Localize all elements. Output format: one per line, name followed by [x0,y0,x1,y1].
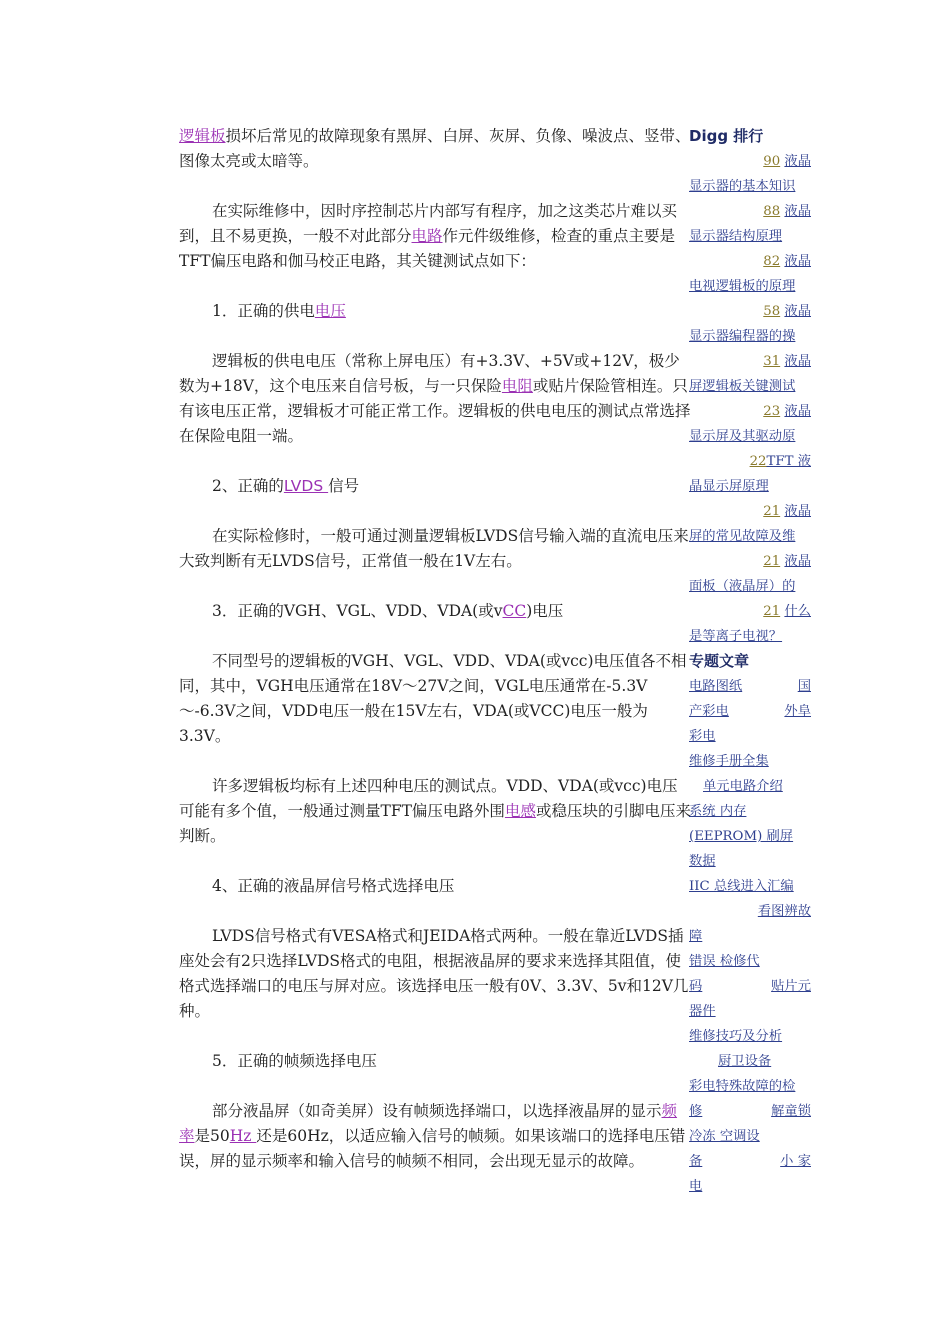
topic-row[interactable]: 看图辨故 [757,904,811,919]
link-lvds[interactable]: LVDS [283,477,329,495]
topic-row[interactable]: 码 贴片元 [689,979,811,994]
digg-item-title[interactable]: 屏的常见故障及维 [689,529,796,544]
digg-item[interactable]: 21 液晶 [763,504,811,519]
paragraph-4: 在实际检修时，一般可通过测量逻辑板LVDS信号输入端的直流电压来大致判断有无LVDS信号，正常值一般在1V左右。 [179,527,689,570]
paragraph-5: 不同型号的逻辑板的VGH、VGL、VDD、VDA(或vcc)电压值各不相同，其中，VGH电压通常在18V～27V之间，VGL电压通常在-5.3V～-6.3V之间，VDD电压一般在15V左右，VDA(或VCC)电压一般为3.3V。 [179,652,687,745]
paragraph-8: 部分液晶屏（如奇美屏）设有帧频选择端口，以选择液晶屏的显示频率是50Hz 还是60Hz，以适应输入信号的帧频。如果该端口的选择电压错误，屏的显示频率和输入信号的帧频不相同，会出现无显示的故障。 [179,1102,686,1170]
topic-row[interactable]: (EEPROM) 刷屏 [689,829,794,844]
topic-row[interactable]: 系统 内存 [689,804,747,819]
topic-row[interactable]: 单元电路介绍 [703,779,783,794]
digg-item-title[interactable]: 显示器编程器的操 [689,329,796,344]
digg-item-title[interactable]: 屏逻辑板关键测试 [689,379,796,394]
paragraph-3: 逻辑板的供电电压（常称上屏电压）有+3.3V、+5V或+12V，极少数为+18V，这个电压来自信号板，与一只保险电阻或贴片保险管相连。只有该电压正常，逻辑板才可能正常工作。逻辑板的供电电压的测试点常选择在保险电阻一端。 [179,352,691,445]
heading-2: 2、正确的LVDS 信号 [212,477,360,495]
link-voltage[interactable]: 电压 [314,302,346,320]
digg-item[interactable]: 88 液晶 [763,204,811,219]
topic-row[interactable]: 障 [689,929,703,944]
topic-row[interactable]: 器件 [689,1004,716,1019]
paragraph-2: 在实际维修中，因时序控制芯片内部写有程序，加之这类芯片难以买到，且不易更换，一般不对此部分电路作元件级维修，检查的重点主要是TFT偏压电路和伽马校正电路，其关键测试点如下： [179,202,678,270]
digg-item[interactable]: 58 液晶 [763,304,811,319]
topic-row[interactable]: 错误 检修代 [689,954,760,969]
heading-1: 1．正确的供电电压 [212,302,346,320]
digg-item[interactable]: 23 液晶 [763,404,811,419]
topic-row[interactable]: IIC 总线进入汇编 [689,879,794,894]
digg-item[interactable]: 31 液晶 [763,354,811,369]
topic-row[interactable]: 电 [689,1179,703,1194]
topic-row[interactable]: 厨卫设备 [718,1054,772,1069]
article-body [179,124,691,1199]
heading-5: 5．正确的帧频选择电压 [212,1052,377,1070]
link-resistor[interactable]: 电阻 [501,377,533,395]
topic-row[interactable]: 电路图纸 国 [689,679,811,694]
topic-row[interactable]: 数据 [689,854,716,869]
digg-item[interactable]: 21 液晶 [763,554,811,569]
digg-item[interactable]: 22TFT 液 [749,454,811,469]
topic-row[interactable]: 备 小 家 [689,1154,811,1169]
link-inductor[interactable]: 电感 [504,802,536,820]
paragraph-6: 许多逻辑板均标有上述四种电压的测试点。VDD、VDA(或vcc)电压可能有多个值，一般通过测量TFT偏压电路外围电感或稳压块的引脚电压来判断。 [179,777,691,845]
digg-item-title[interactable]: 显示器的基本知识 [689,179,796,194]
digg-ranking-title: Digg 排行 [689,127,764,145]
topics-title: 专题文章 [689,652,750,670]
topic-row[interactable]: 彩电特殊故障的检 [689,1079,796,1094]
paragraph-7: LVDS信号格式有VESA格式和JEIDA格式两种。一般在靠近LVDS插座处会有2只选择LVDS格式的电阻，根据液晶屏的要求来选择其阻值，使格式选择端口的电压与屏对应。该选择电压一般有0V、3.3V、5v和12V几种。 [179,927,689,1020]
heading-3: 3．正确的VGH、VGL、VDD、VDA(或vCC)电压 [212,602,564,620]
link-cc[interactable]: CC [502,602,527,620]
topic-row[interactable]: 冷冻 空调设 [689,1129,760,1144]
link-hz[interactable]: Hz [229,1127,257,1145]
topic-row[interactable]: 维修手册全集 [689,754,769,769]
topic-row[interactable]: 产彩电 外阜 [689,704,811,719]
digg-item[interactable]: 82 液晶 [763,254,811,269]
digg-item[interactable]: 21 什么 [763,604,811,619]
digg-item-title[interactable]: 显示器结构原理 [689,229,783,244]
heading-4: 4、正确的液晶屏信号格式选择电压 [212,877,455,895]
topic-row[interactable]: 彩电 [689,729,716,744]
digg-item-title[interactable]: 面板（液晶屏）的 [689,579,796,594]
digg-item-title[interactable]: 电视逻辑板的原理 [689,279,796,294]
digg-item[interactable]: 90 液晶 [763,154,811,169]
topic-row[interactable]: 维修技巧及分析 [689,1029,783,1044]
link-logic-board[interactable]: 逻辑板 [179,127,226,145]
topic-row[interactable]: 修 解童锁 [689,1104,811,1119]
paragraph-1: 逻辑板损坏后常见的故障现象有黑屏、白屏、灰屏、负像、噪波点、竖带、图像太亮或太暗等。 [179,127,691,170]
digg-item-title[interactable]: 晶显示屏原理 [689,479,769,494]
link-frequency[interactable]: 频率 [179,1102,678,1145]
digg-item-title[interactable]: 是等离子电视？ [689,629,783,644]
link-circuit[interactable]: 电路 [411,227,443,245]
digg-item-title[interactable]: 显示屏及其驱动原 [689,429,796,444]
sidebar [689,124,811,1199]
